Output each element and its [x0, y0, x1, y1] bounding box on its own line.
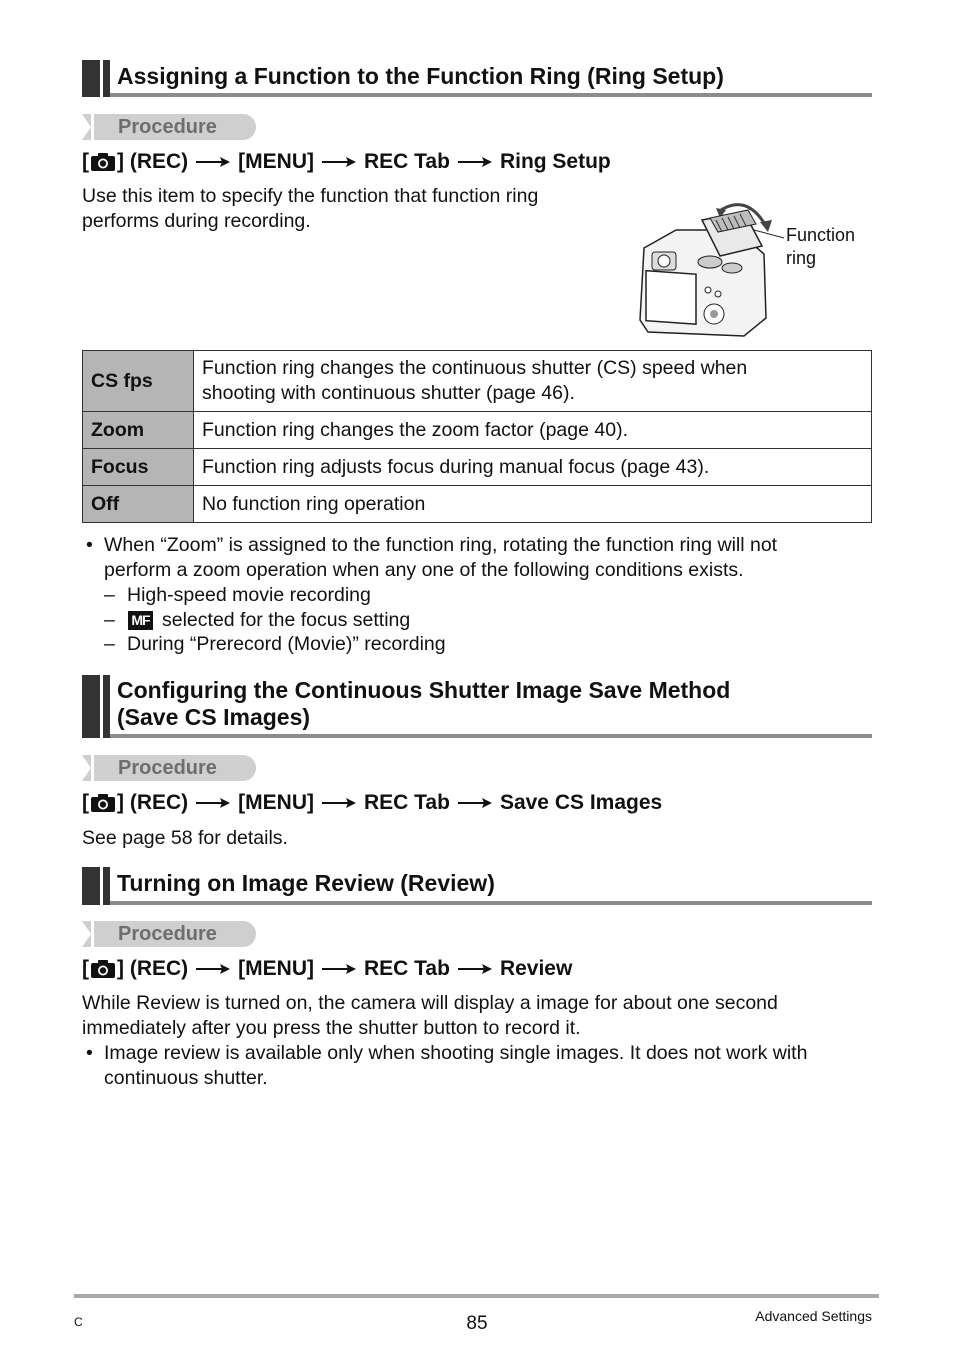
camera-icon [90, 152, 116, 172]
option-description: Function ring adjusts focus during manual focus (page 43). [194, 449, 872, 486]
option-key: Zoom [83, 412, 194, 449]
save-cs-description: See page 58 for details. [82, 827, 288, 849]
right-arrow-icon [458, 963, 492, 975]
option-key: CS fps [83, 351, 194, 412]
path-step-rec-tab: REC Tab [363, 150, 450, 173]
zoom-note [104, 533, 777, 583]
dash-mark: – [104, 584, 115, 606]
camera-illustration [636, 190, 786, 340]
procedure-text: Procedure [118, 923, 217, 945]
section-heading-review [82, 867, 872, 905]
camera-icon [90, 959, 116, 979]
heading-rule [110, 901, 872, 905]
note-line: Image review is available only when shooting single images. It does not work with [104, 1042, 808, 1064]
table-row [83, 486, 872, 523]
right-arrow-icon [322, 156, 356, 168]
function-ring-label [786, 224, 855, 270]
review-note [104, 1041, 807, 1091]
path-step-rec: ] (REC) [117, 791, 189, 814]
heading-rule [110, 93, 872, 97]
procedure-label [82, 755, 256, 781]
path-open-bracket: [ [82, 957, 89, 980]
section-title: Assigning a Function to the Function Ring (Ring Setup) [117, 63, 724, 89]
path-step-menu: [MENU] [238, 957, 314, 980]
option-description-line: shooting with continuous shutter (page 46). [202, 382, 575, 404]
procedure-text: Procedure [118, 116, 217, 138]
menu-path [82, 791, 662, 815]
path-step-save-cs-images: Save CS Images [499, 791, 663, 814]
heading-bar-decoration [82, 675, 110, 738]
option-key: Off [83, 486, 194, 523]
section-heading-save-cs-images [82, 675, 872, 738]
camera-icon [90, 793, 116, 813]
path-step-ring-setup: Ring Setup [499, 150, 611, 173]
dash-mark: – [104, 609, 115, 631]
procedure-text: Procedure [118, 757, 217, 779]
path-step-review: Review [499, 957, 573, 980]
menu-path [82, 150, 611, 174]
ring-setup-options-table [82, 350, 872, 523]
bullet-mark: • [86, 1042, 93, 1064]
condition-item: selected for the focus setting [162, 609, 411, 631]
table-row [83, 449, 872, 486]
section-heading-ring-setup [82, 60, 872, 97]
section-title: Turning on Image Review (Review) [117, 870, 495, 896]
option-description-line: Function ring changes the continuous shutter (CS) speed when [202, 357, 748, 379]
footer-chapter-title: Advanced Settings [755, 1308, 872, 1324]
option-description: Function ring changes the zoom factor (page 40). [194, 412, 872, 449]
heading-bar-decoration [82, 867, 110, 905]
path-step-rec: ] (REC) [117, 150, 189, 173]
option-description [194, 351, 872, 412]
option-description: No function ring operation [194, 486, 872, 523]
section-title [117, 677, 872, 731]
figure-label-line: ring [786, 248, 817, 268]
menu-path [82, 957, 572, 981]
heading-bar-decoration [82, 60, 110, 97]
right-arrow-icon [196, 797, 230, 809]
note-line: perform a zoom operation when any one of the following conditions exists. [104, 559, 744, 581]
right-arrow-icon [196, 156, 230, 168]
note-line: When “Zoom” is assigned to the function ring, rotating the function ring will not [104, 534, 778, 556]
path-step-menu: [MENU] [238, 150, 314, 173]
description-line: immediately after you press the shutter button to record it. [82, 1017, 581, 1039]
option-key: Focus [83, 449, 194, 486]
table-row [83, 351, 872, 412]
procedure-label [82, 921, 256, 947]
table-row [83, 412, 872, 449]
footer-rule [74, 1294, 879, 1298]
path-open-bracket: [ [82, 791, 89, 814]
condition-item: High-speed movie recording [127, 584, 371, 606]
ring-setup-description [82, 184, 538, 234]
page-number: 85 [466, 1313, 488, 1334]
dash-mark: – [104, 633, 115, 655]
right-arrow-icon [322, 963, 356, 975]
right-arrow-icon [458, 797, 492, 809]
path-step-rec-tab: REC Tab [363, 791, 450, 814]
mf-icon: MF [128, 611, 153, 630]
footer-language-code: C [74, 1315, 83, 1329]
figure-label-line: Function [786, 225, 856, 245]
section-title-line: (Save CS Images) [117, 704, 311, 730]
condition-item: During “Prerecord (Movie)” recording [127, 633, 446, 655]
description-line: While Review is turned on, the camera will display a image for about one second [82, 992, 778, 1014]
path-step-menu: [MENU] [238, 791, 314, 814]
path-open-bracket: [ [82, 150, 89, 173]
heading-rule [110, 734, 872, 738]
description-line: performs during recording. [82, 210, 311, 232]
bullet-mark: • [86, 534, 93, 556]
right-arrow-icon [196, 963, 230, 975]
description-line: Use this item to specify the function that function ring [82, 185, 539, 207]
section-title-line: Configuring the Continuous Shutter Image Save Method [117, 677, 731, 703]
path-step-rec: ] (REC) [117, 957, 189, 980]
note-line: continuous shutter. [104, 1067, 268, 1089]
review-description [82, 991, 778, 1041]
right-arrow-icon [322, 797, 356, 809]
path-step-rec-tab: REC Tab [363, 957, 450, 980]
right-arrow-icon [458, 156, 492, 168]
procedure-label [82, 114, 256, 140]
